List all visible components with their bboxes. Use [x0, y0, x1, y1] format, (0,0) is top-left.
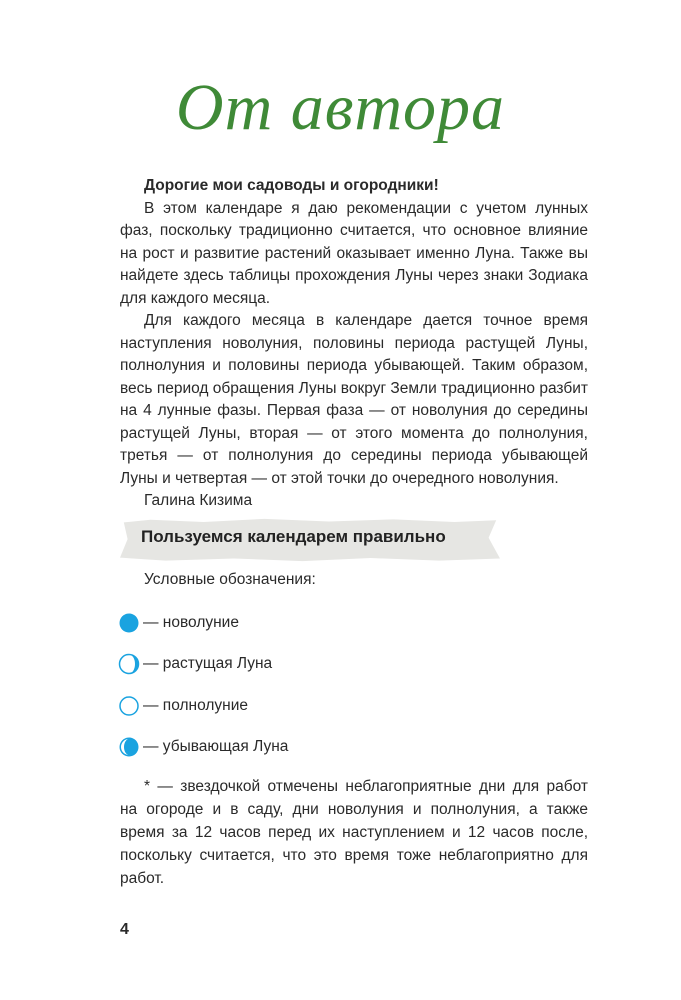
section-heading: Пользуемся календарем правильно: [141, 527, 446, 546]
page-number: 4: [120, 921, 129, 938]
author-signature: Галина Кизима: [144, 492, 253, 509]
greeting: Дорогие мои садоводы и огородники!: [144, 177, 439, 194]
legend-item-waxing-moon: [118, 653, 272, 675]
legend-item-waning-moon: [118, 736, 288, 758]
intro-paragraph-1: В этом календаре я даю рекомендации с учетом лунных фаз, поскольку традиционно считается, что основное влияние на рост и развитие растений оказывает именно Луна. Также вы найдете здесь таблицы прохождения Луны через знаки Зодиака для каждого месяца.: [120, 199, 588, 307]
legend-item-new-moon: [118, 612, 239, 634]
legend-label: — растущая Луна: [143, 655, 273, 672]
waning-moon-icon: [118, 736, 142, 758]
author-intro: [120, 175, 588, 513]
legend-label: — новолуние: [143, 614, 239, 631]
legend-label: — убывающая Луна: [143, 738, 289, 755]
full-moon-icon: [118, 695, 142, 717]
intro-paragraph-2: Для каждого месяца в календаре дается точное время наступления новолуния, половины периода растущей Луны, полнолуния и половины периода убывающей. Таким образом, весь период обращения Луны вокруг Земли традиционно разбит на 4 лунные фазы. Первая фаза — от новолуния до середины растущей Луны, вторая — от этого момента до полнолуния, третья — от полнолуния до середины периода убывающей Луны и четвертая — от этой точки до очередного новолуния.: [120, 312, 588, 487]
legend-label: — полнолуние: [143, 697, 248, 714]
waxing-moon-icon: [118, 653, 142, 675]
legend-item-full-moon: [118, 695, 248, 717]
legend-title: Условные обозначения:: [144, 571, 316, 588]
footnote: [120, 775, 588, 890]
new-moon-icon: [118, 612, 142, 634]
footnote-text: * — звездочкой отмечены неблагоприятные дни для работ на огороде и в саду, дни новолуния и полнолуния, а также время за 12 часов перед их наступлением и 12 часов после, поскольку считается, что это время тоже неблагоприятно для работ.: [120, 778, 588, 887]
page-title: От автора: [175, 71, 506, 144]
